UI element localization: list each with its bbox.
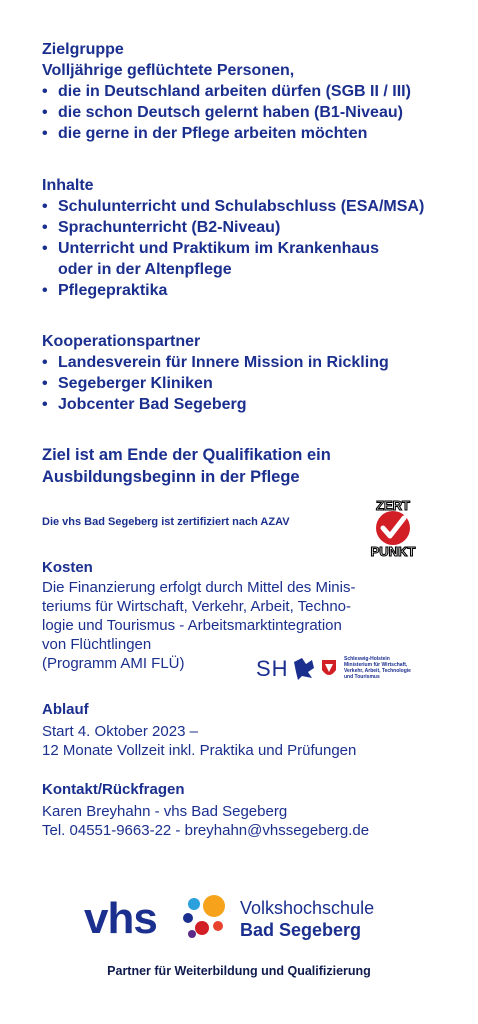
heading-kooperation: Kooperationspartner: [42, 333, 201, 350]
inhalte-list: [42, 196, 424, 301]
section-kooperation: [42, 332, 389, 415]
sh-ministry-line: und Tourismus: [344, 674, 380, 680]
footer-tagline: Partner für Weiterbildung und Qualifizierung: [107, 964, 371, 978]
zielgruppe-intro: Volljährige geflüchtete Personen,: [42, 62, 295, 79]
list-item: • Jobcenter Bad Segeberg: [42, 394, 389, 415]
zert-top-text: ZERT: [376, 498, 410, 513]
section-ablauf: [42, 700, 356, 760]
kosten-line: von Flüchtlingen: [42, 636, 152, 653]
list-item: • Unterricht und Praktikum im Krankenhaus: [42, 238, 424, 259]
vhs-logo-text: vhs: [84, 894, 157, 943]
zertpunkt-badge: [362, 498, 424, 558]
ziel-line-2: Ausbildungsbeginn in der Pflege: [42, 468, 300, 486]
list-item: • die schon Deutsch gelernt haben (B1-Niveau): [42, 102, 411, 123]
section-zielgruppe: [42, 40, 411, 144]
zert-bottom-text: PUNKT: [370, 544, 416, 558]
sh-ministry-line: Ministerium für Wirtschaft,: [344, 662, 408, 668]
sh-logo-text: SH: [256, 656, 289, 681]
sh-ministry-text: [344, 656, 411, 680]
heading-inhalte: Inhalte: [42, 177, 94, 194]
list-item: • Pflegepraktika: [42, 280, 424, 301]
list-item-continuation: oder in der Altenpflege: [58, 261, 232, 278]
heading-zielgruppe: Zielgruppe: [42, 41, 124, 58]
kosten-line: Die Finanzierung erfolgt durch Mittel des Minis-: [42, 579, 356, 596]
azav-text: Die vhs Bad Segeberg ist zertifiziert nach AZAV: [42, 516, 290, 528]
section-kontakt: [42, 780, 369, 840]
vhs-name-2: Bad Segeberg: [240, 920, 362, 940]
kosten-line: teriums für Wirtschaft, Verkehr, Arbeit, Techno-: [42, 598, 352, 615]
kosten-line: (Programm AMI FLÜ): [42, 655, 185, 672]
vhs-logo: [84, 890, 404, 952]
zertpunkt-logo-icon: [362, 498, 424, 558]
vhs-name-1: Volkshochschule: [240, 898, 375, 918]
ablauf-line: 12 Monate Vollzeit inkl. Praktika und Prüfungen: [42, 742, 357, 759]
kooperation-list: [42, 352, 389, 415]
list-item: • Schulunterricht und Schulabschluss (ESA/MSA): [42, 196, 424, 217]
heading-kosten: Kosten: [42, 559, 93, 576]
list-item: • Segeberger Kliniken: [42, 373, 389, 394]
list-item: • Landesverein für Innere Mission in Rickling: [42, 352, 389, 373]
heading-ablauf: Ablauf: [42, 701, 89, 718]
list-item: • die in Deutschland arbeiten dürfen (SGB II / III): [42, 81, 411, 102]
kosten-line: logie und Tourismus - Arbeitsmarktintegration: [42, 617, 342, 634]
ablauf-line: Start 4. Oktober 2023 –: [42, 723, 198, 740]
kontakt-phone-email[interactable]: Tel. 04551-9663-22 - breyhahn@vhssegeberg.de: [42, 822, 370, 839]
ziel-line-1: Ziel ist am Ende der Qualifikation ein: [42, 446, 331, 464]
sh-coat-of-arms-icon: [292, 656, 340, 682]
sh-ministry-line: Verkehr, Arbeit, Technologie: [344, 668, 411, 674]
heading-kontakt: Kontakt/Rückfragen: [42, 781, 185, 798]
kontakt-name: Karen Breyhahn - vhs Bad Segeberg: [42, 803, 288, 820]
section-ziel: [42, 444, 331, 488]
sh-ministry-logo: [256, 654, 436, 684]
section-inhalte: [42, 176, 424, 301]
list-item: • die gerne in der Pflege arbeiten möchten: [42, 123, 411, 144]
sh-ministry-line: Schleswig-Holstein: [344, 656, 390, 662]
zielgruppe-list: [42, 81, 411, 144]
vhs-dots-icon: [180, 892, 234, 946]
list-item: • Sprachunterricht (B2-Niveau): [42, 217, 424, 238]
